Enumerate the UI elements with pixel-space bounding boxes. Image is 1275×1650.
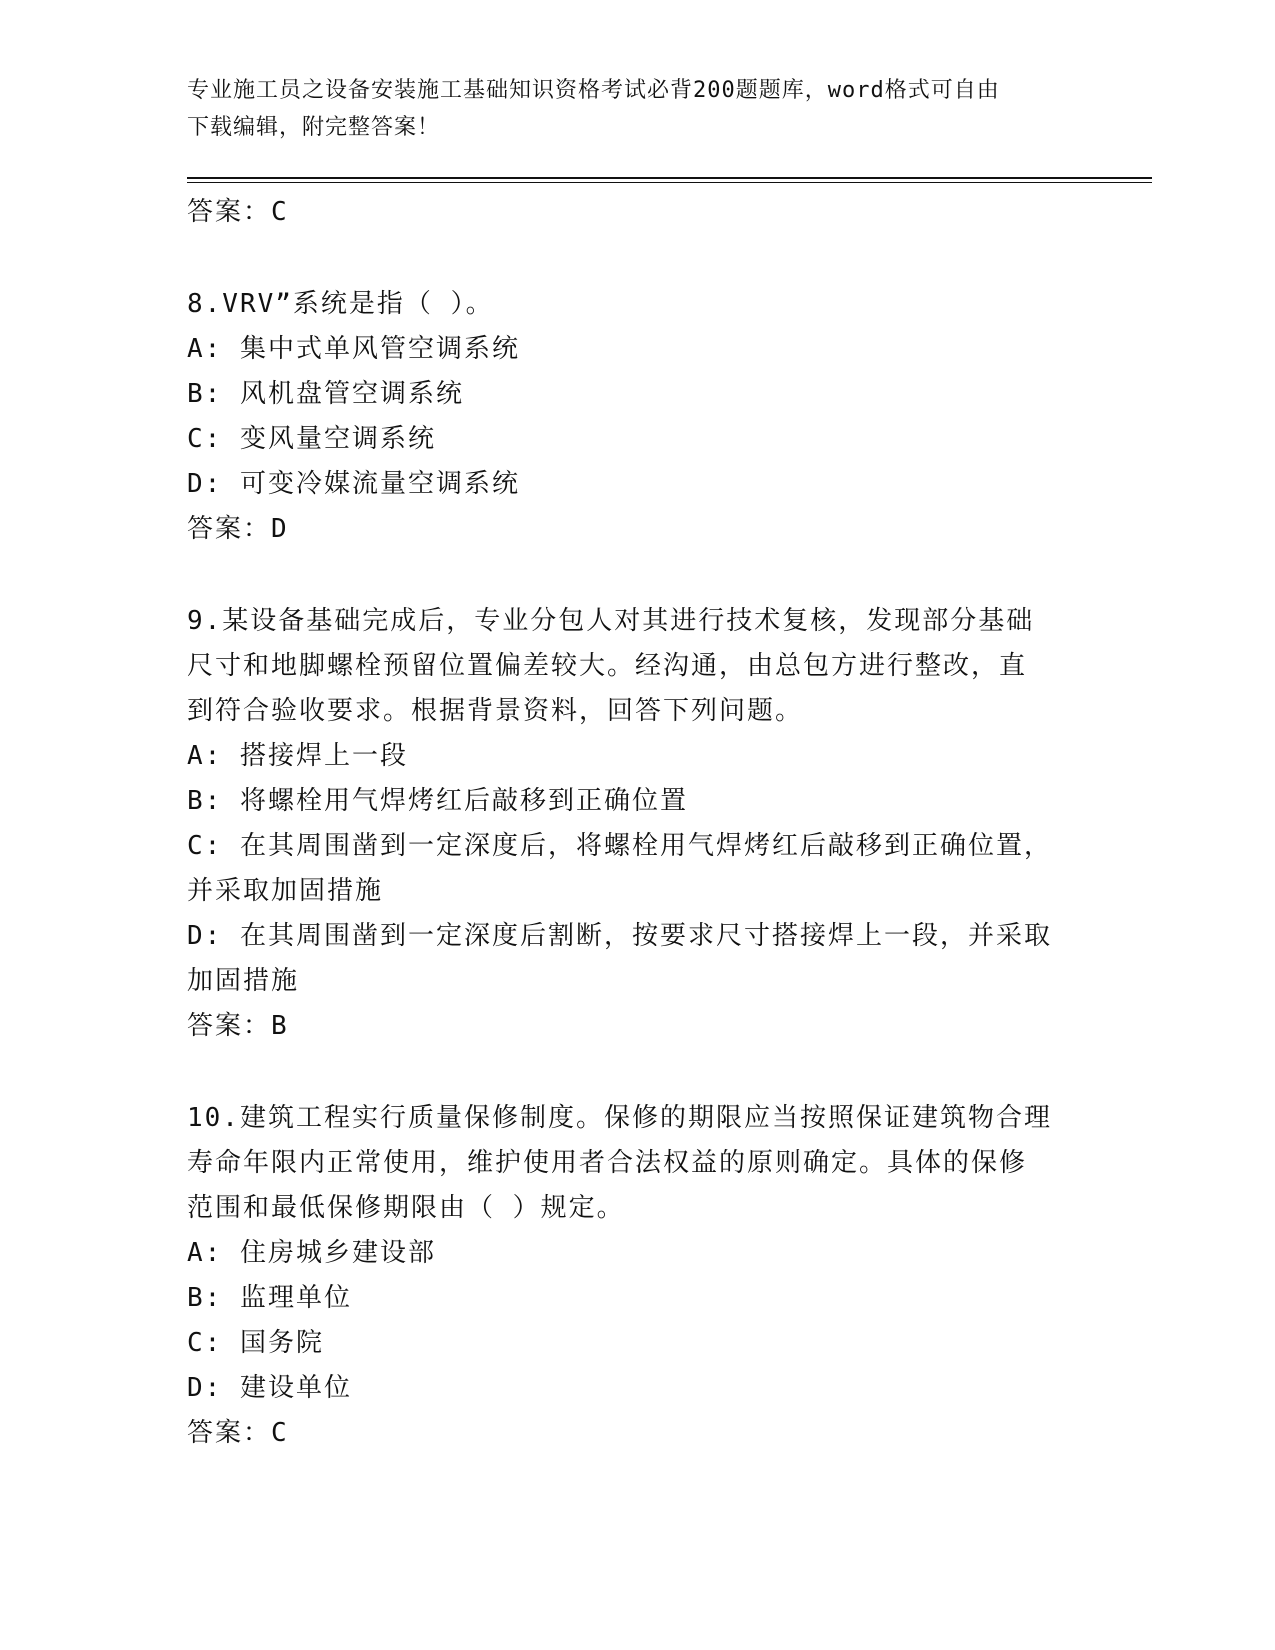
question-stem-line-1: 9.某设备基础完成后，专业分包人对其进行技术复核，发现部分基础 [187,606,1035,636]
question-stem-line-2: 寿命年限内正常使用，维护使用者合法权益的原则确定。具体的保修 [187,1148,1028,1178]
question-9 [187,599,1107,1049]
option-d-line-2: 加固措施 [187,966,300,996]
question-10 [187,1096,1107,1456]
spacer [187,552,1107,599]
option-d-line-1: D: 在其周围凿到一定深度后割断，按要求尺寸搭接焊上一段，并采取 [187,921,1052,951]
spacer [187,1049,1107,1096]
option-a: A: 搭接焊上一段 [187,741,408,771]
question-answer: 答案：D [187,514,289,544]
question-stem-line-1: 10.建筑工程实行质量保修制度。保修的期限应当按照保证建筑物合理 [187,1103,1052,1133]
header-divider-thick [187,177,1152,179]
header-title-line-2: 下载编辑，附完整答案！ [187,115,441,140]
option-d: D: 可变冷媒流量空调系统 [187,469,520,499]
option-a: A: 集中式单风管空调系统 [187,334,520,364]
header-divider-thin [187,182,1152,183]
option-c-line-2: 并采取加固措施 [187,876,384,906]
previous-answer: 答案：C [187,197,289,227]
question-list [187,190,1107,1456]
spacer [187,235,1107,282]
option-b: B: 风机盘管空调系统 [187,379,464,409]
option-b: B: 监理单位 [187,1283,352,1313]
option-c-line-1: C: 在其周围凿到一定深度后，将螺栓用气焊烤红后敲移到正确位置， [187,831,1052,861]
option-c: C: 变风量空调系统 [187,424,436,454]
option-c: C: 国务院 [187,1328,324,1358]
document-header [187,72,1087,146]
option-b: B: 将螺栓用气焊烤红后敲移到正确位置 [187,786,688,816]
option-a: A: 住房城乡建设部 [187,1238,436,1268]
question-answer: 答案：C [187,1418,289,1448]
question-8 [187,282,1107,552]
question-stem-line-3: 范围和最低保修期限由（ ）规定。 [187,1193,625,1223]
question-answer: 答案：B [187,1011,289,1041]
option-d: D: 建设单位 [187,1373,352,1403]
question-stem-line-3: 到符合验收要求。根据背景资料，回答下列问题。 [187,696,804,726]
question-stem-line-2: 尺寸和地脚螺栓预留位置偏差较大。经沟通，由总包方进行整改，直 [187,651,1028,681]
question-stem: 8.VRV”系统是指（ ）。 [187,289,494,319]
header-title-line-1: 专业施工员之设备安装施工基础知识资格考试必背200题题库，word格式可自由 [187,78,1000,103]
